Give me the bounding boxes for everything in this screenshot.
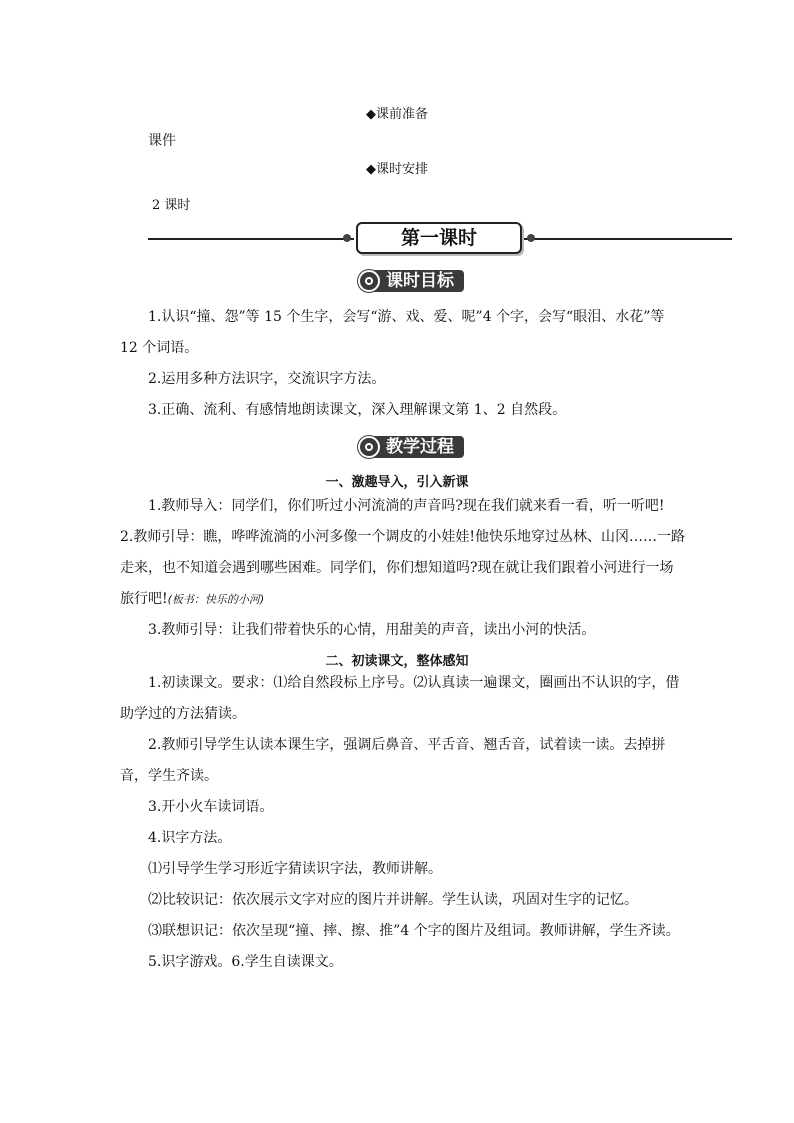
section2-title: 二、初读课文，整体感知 xyxy=(325,654,469,669)
section2-item: 1.初读课文。要求：⑴给自然段标上序号。⑵认真读一遍课文，圈画出不认识的字，借助学过的方法猜读。 xyxy=(120,675,680,722)
banner-dot-left xyxy=(343,234,351,242)
section2-item: ⑵比较识记：依次展示文字对应的图片并讲解。学生认读，巩固对生字的记忆。 xyxy=(148,892,638,908)
section1-paragraph: 1.教师导入：同学们，你们听过小河流淌的声音吗?现在我们就来看一看，听一听吧! xyxy=(148,498,665,514)
objective-item: 2.运用多种方法识字，交流识字方法。 xyxy=(148,371,386,387)
section2-item: 2.教师引导学生认读本课生字，强调后鼻音、平舌音、翘舌音，试着读一读。去掉拼音，学生齐读。 xyxy=(120,737,666,784)
target-icon xyxy=(358,436,380,458)
objective-item: 3.正确、流利、有感情地朗读课文，深入理解课文第 1、2 自然段。 xyxy=(148,402,567,418)
blackboard-note: (板书：快乐的小河) xyxy=(167,593,265,606)
prep-heading: ◆课前准备 xyxy=(366,107,428,122)
prep-content: 课件 xyxy=(148,133,176,149)
section1-title: 一、激趣导入，引入新课 xyxy=(325,475,469,490)
banner-dot-right xyxy=(527,234,535,242)
section2-item: 3.开小火车读词语。 xyxy=(148,799,274,815)
section2-item: ⑴引导学生学习形近字猜读识字法，教师讲解。 xyxy=(148,861,442,877)
section2-item: ⑶联想识记：依次呈现“撞、摔、擦、推”4 个字的图片及组词。教师讲解，学生齐读。 xyxy=(148,923,680,939)
process-badge-label: 教学过程 xyxy=(374,436,464,458)
section2-body xyxy=(120,668,686,978)
section1-paragraph-text: 2.教师引导：瞧，哗哗流淌的小河多像一个调皮的小娃娃!他快乐地穿过丛林、山冈……一路走来，也不知道会遇到哪些困难。同学们，你们想知道吗?现在就让我们跟着小河进行一场旅行吧! xyxy=(120,529,685,607)
banner-rule-left xyxy=(148,238,354,240)
schedule-content: 2 课时 xyxy=(152,198,191,213)
objectives-badge xyxy=(358,270,464,292)
section1-paragraph xyxy=(120,522,686,615)
objectives-badge-label: 课时目标 xyxy=(374,270,464,292)
schedule-heading: ◆课时安排 xyxy=(366,162,428,177)
lesson-banner-title: 第一课时 xyxy=(356,222,522,254)
banner-rule-right xyxy=(524,238,732,240)
section1-body xyxy=(120,491,686,646)
section2-item: 4.识字方法。 xyxy=(148,830,232,846)
section1-paragraph: 3.教师引导：让我们带着快乐的心情，用甜美的声音，读出小河的快活。 xyxy=(148,622,596,638)
process-badge xyxy=(358,436,464,458)
section2-item: 5.识字游戏。6.学生自读课文。 xyxy=(148,954,343,970)
objectives-list xyxy=(120,302,686,426)
target-icon xyxy=(358,270,380,292)
objective-item: 1.认识“撞、怨”等 15 个生字，会写“游、戏、爱、呢”4 个字，会写“眼泪、水花”等 12 个词语。 xyxy=(120,309,665,356)
